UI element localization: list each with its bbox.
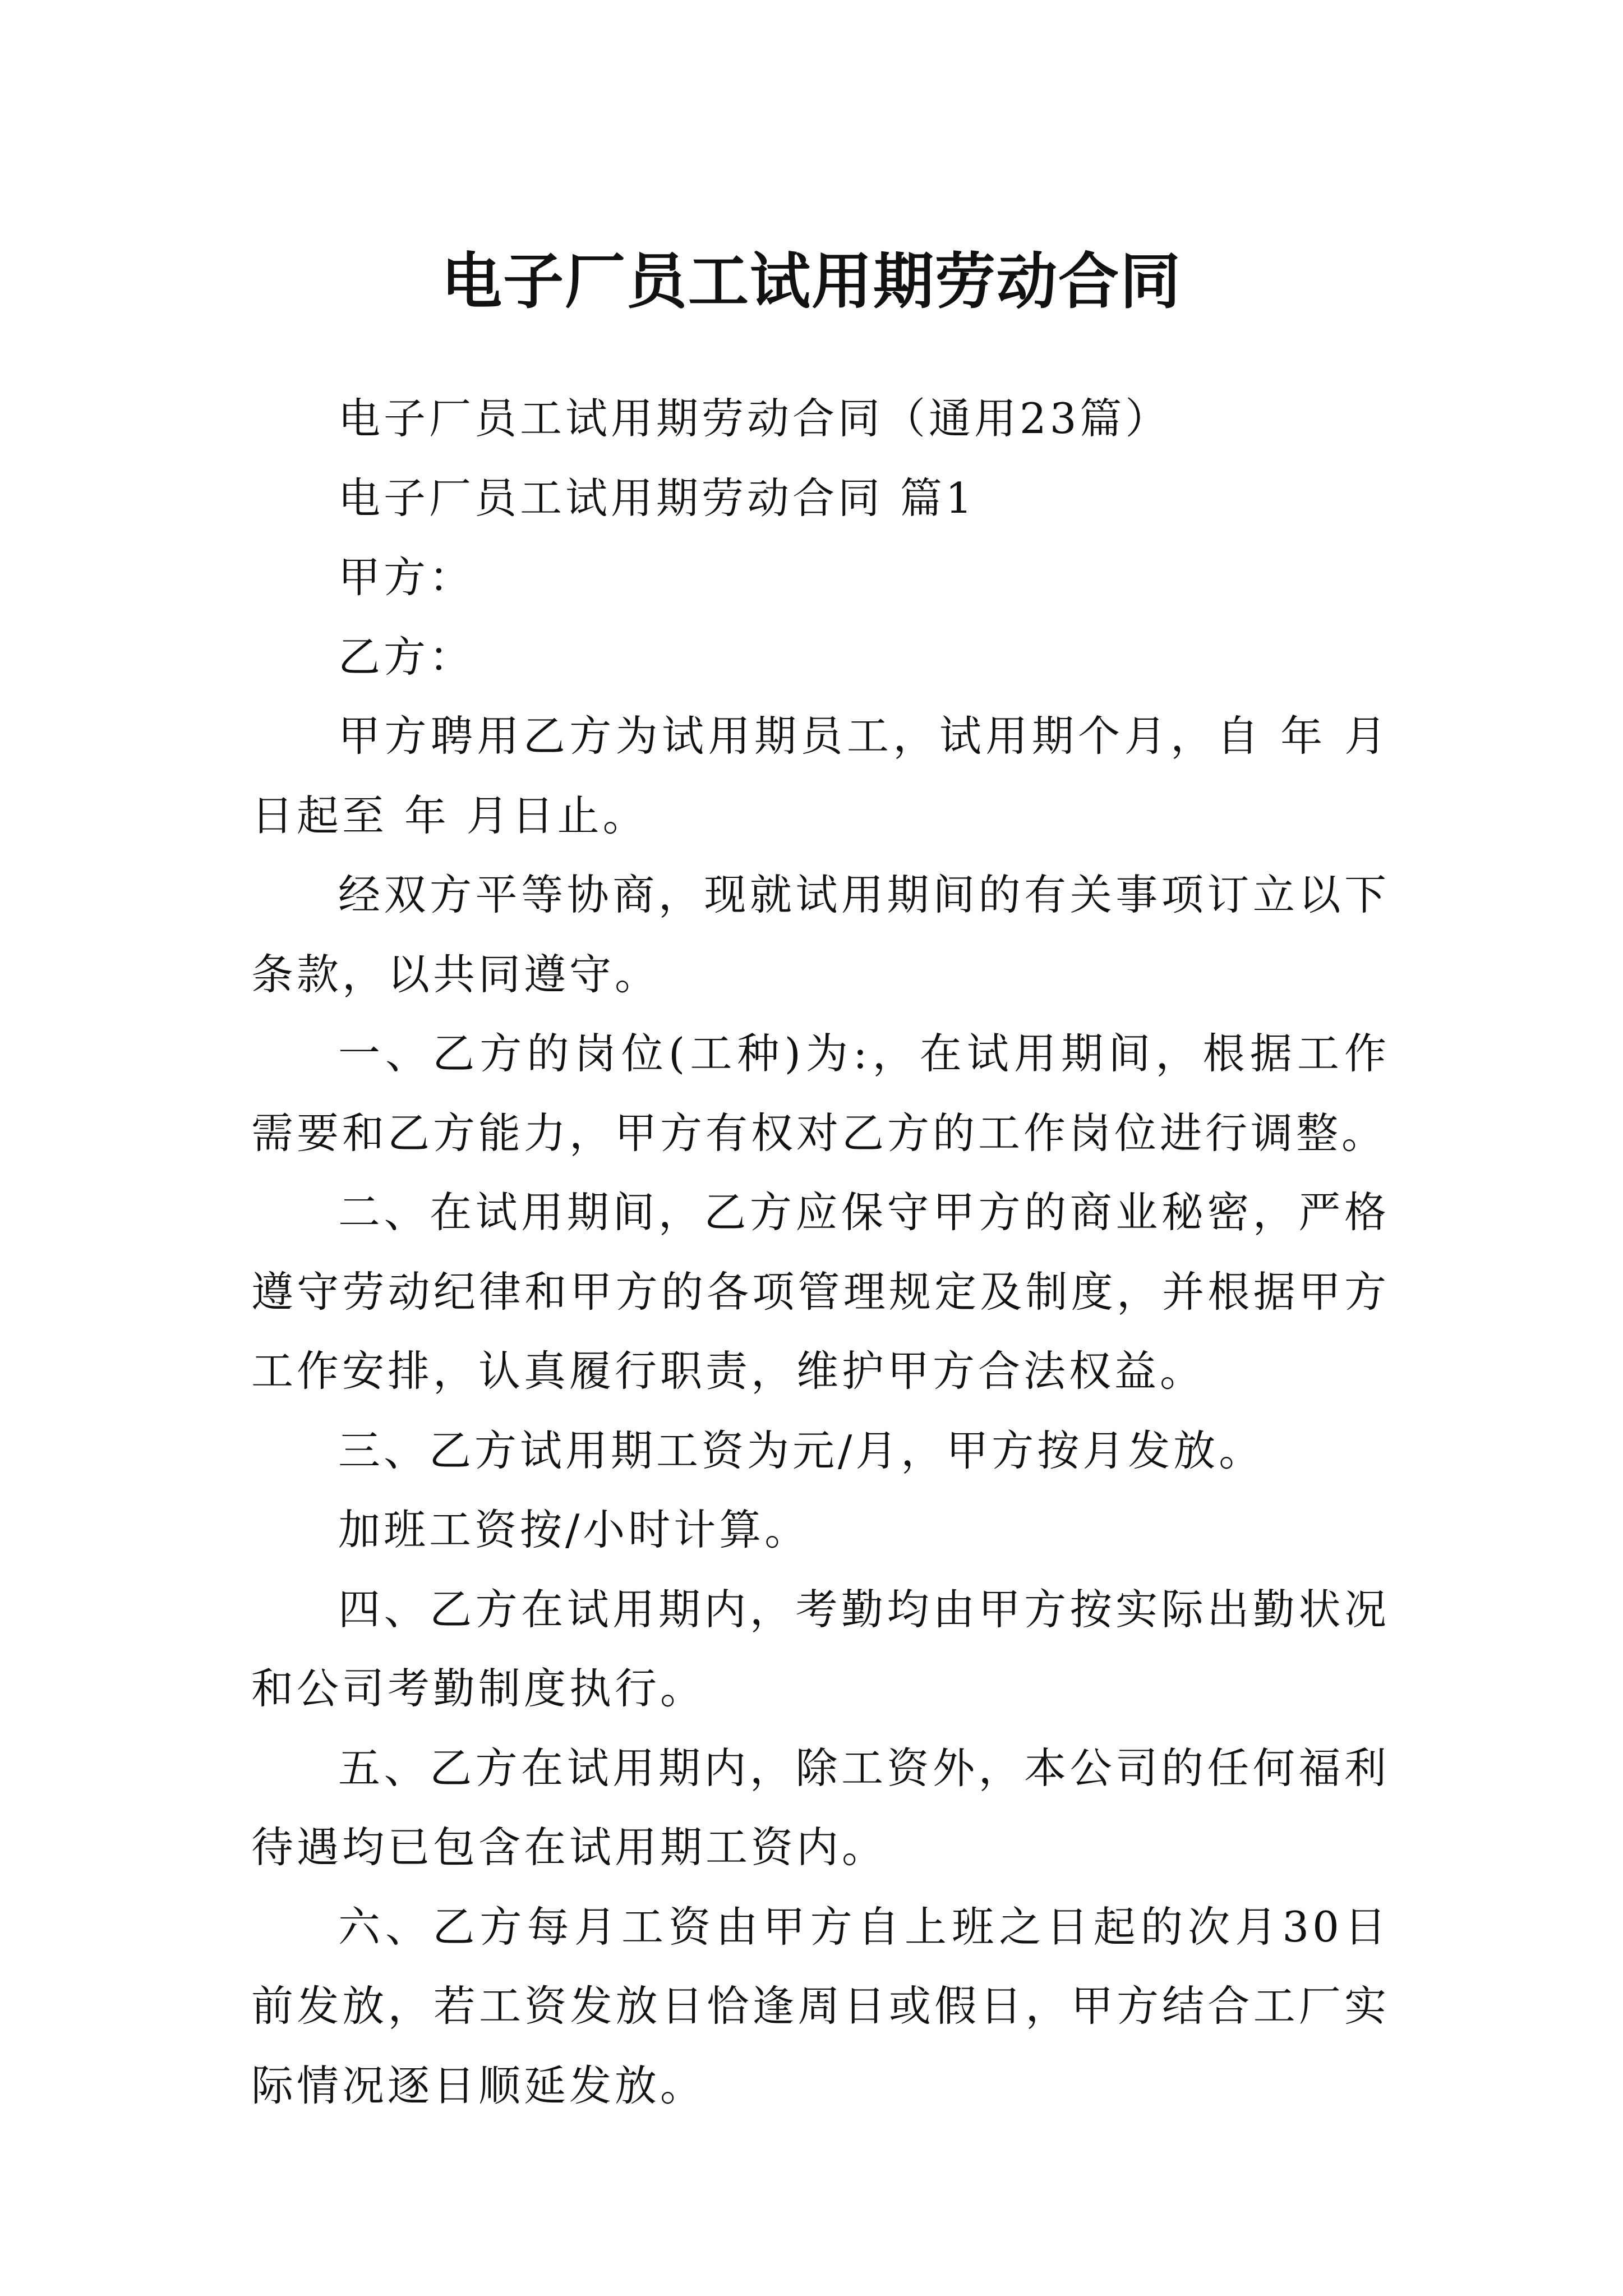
subtitle-paragraph: 电子厂员工试用期劳动合同（通用23篇）	[338, 394, 1171, 443]
clause-4: 四、乙方在试用期内，考勤均由甲方按实际出勤状况和公司考勤制度执行。	[251, 1584, 1390, 1713]
clause-2: 二、在试用期间，乙方应保守甲方的商业秘密，严格遵守劳动纪律和甲方的各项管理规定及制度，并根据甲方工作安排，认真履行职责，维护甲方合法权益。	[251, 1188, 1390, 1396]
clause-6: 六、乙方每月工资由甲方自上班之日起的次月30日前发放，若工资发放日恰逢周日或假日，甲方结合工厂实际情况逐日顺延发放。	[251, 1902, 1390, 2110]
document-title: 电子厂员工试用期劳动合同	[441, 246, 1182, 318]
clause-1: 一、乙方的岗位(工种)为:，在试用期间，根据工作需要和乙方能力，甲方有权对乙方的工作岗位进行调整。	[251, 1029, 1390, 1158]
clause-3: 三、乙方试用期工资为元/月，甲方按月发放。	[338, 1425, 1265, 1475]
section-heading: 电子厂员工试用期劳动合同 篇1	[338, 473, 976, 523]
clause-5: 五、乙方在试用期内，除工资外，本公司的任何福利待遇均已包含在试用期工资内。	[251, 1743, 1390, 1872]
clause-3-overtime: 加班工资按/小时计算。	[338, 1505, 810, 1554]
document-body	[251, 379, 1390, 2125]
contract-paragraph: 经双方平等协商，现就试用期间的有关事项订立以下条款，以共同遵守。	[251, 870, 1390, 999]
contract-paragraph: 甲方聘用乙方为试用期员工，试用期个月，自 年 月日起至 年 月日止。	[251, 711, 1390, 840]
party-b-line: 乙方：	[338, 632, 475, 682]
party-a-line: 甲方：	[338, 553, 475, 602]
